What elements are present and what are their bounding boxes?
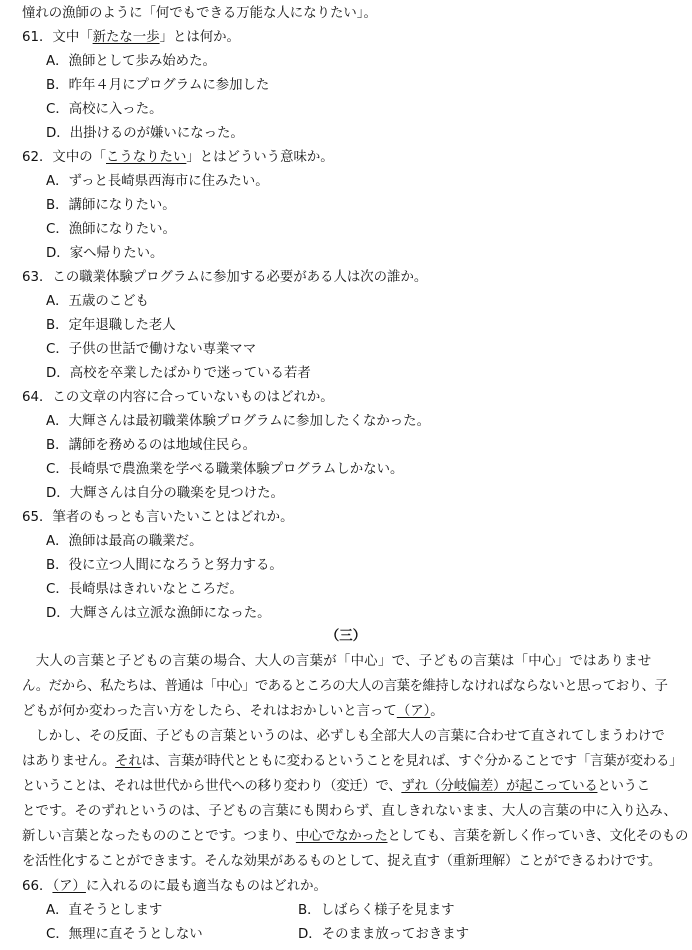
intro-line: 憧れの漁師のように「何でもできる万能な人になりたい」。: [22, 6, 377, 21]
q61-stem-post: 」とは何か。: [159, 30, 240, 45]
q65-option-b: B．役に立つ人間になろうと努力する。: [46, 558, 283, 573]
q64-option-b: B．講師を務めるのは地域住民ら。: [46, 438, 257, 453]
question-62-stem: [22, 146, 334, 170]
passage-p1-line3: [22, 700, 674, 725]
q66-option-a: A．直そうとします: [46, 903, 163, 918]
passage-p2-line2: [22, 750, 683, 775]
p1-line3-pre: どもが何か変わった言い方をしたら、それはおかしいと言って: [22, 704, 397, 719]
question-61-stem: [22, 26, 240, 50]
p2-line5-post: としても、言葉を新しく作っていき、文化そのもの: [387, 829, 689, 844]
q61-stem-pre: 61．文中「: [22, 30, 93, 45]
p2-line3-pre: ということは、それは世代から世代への移り変わり（変迁）で、: [22, 779, 402, 794]
question-65-stem: 65．筆者のもっとも言いたいことはどれか。: [22, 510, 294, 525]
q66-option-b: B．しばらく様子を見ます: [298, 903, 455, 918]
q65-option-c: C．長崎県はきれいなところだ。: [46, 582, 243, 597]
q62-option-a: A．ずっと長崎県西海市に住みたい。: [46, 174, 269, 189]
question-63-stem: 63．この職業体験プログラムに参加する必要がある人は次の誰か。: [22, 270, 428, 285]
q62-option-d: D．家へ帰りたい。: [46, 246, 164, 261]
q62-option-c: C．漁師になりたい。: [46, 222, 176, 237]
q62-option-b: B．講師になりたい。: [46, 198, 176, 213]
q63-option-c: C．子供の世話で働けない専業ママ: [46, 342, 257, 357]
q61-option-b: B．昨年４月にプログラムに参加した: [46, 78, 270, 93]
p2-line2-post: は、言葉が時代とともに変わるということを見れば、すぐ分かることです「言葉が変わる」: [141, 754, 683, 769]
q61-underlined-phrase: 新たな一歩: [92, 30, 160, 45]
q62-stem-post: 」とはどういう意味か。: [186, 150, 334, 165]
q61-option-c: C．高校に入った。: [46, 102, 163, 117]
passage-p2-line3: [22, 775, 674, 800]
passage-p1-line1: 大人の言葉と子どもの言葉の場合、大人の言葉が「中心」で、子どもの言葉は「中心」ではありませ: [22, 654, 652, 669]
q66-stem-post: に入れるのに最も適当なものはどれか。: [85, 879, 327, 894]
q63-option-a: A．五歳のこども: [46, 294, 149, 309]
q66-option-c: C．無理に直そうとしない: [46, 927, 203, 942]
underlined-sore: それ: [115, 754, 142, 769]
underlined-zure: ずれ（分岐偏差）が起こっている: [401, 779, 598, 794]
p2-line5-pre: 新しい言葉となったもののことです。つまり、: [22, 829, 296, 844]
passage-p2-line6: を活性化することができます。そんな効果があるものとして、捉え直す（重新理解）ことができるわけです。: [22, 854, 662, 869]
question-66-stem: [22, 875, 327, 899]
q65-option-a: A．漁師は最高の職業だ。: [46, 534, 203, 549]
p1-line3-post: 。: [430, 704, 444, 719]
passage-p1-line2: ん。だから、私たちは、普通は「中心」であるところの大人の言葉を維持しなければならないと思っており、子: [22, 679, 668, 694]
question-64-stem: 64．この文章の内容に合っていないものはどれか。: [22, 390, 334, 405]
q61-option-d: D．出掛けるのが嫌いになった。: [46, 126, 244, 141]
q64-option-d: D．大輝さんは自分の職楽を見つけた。: [46, 486, 284, 501]
p2-line3-post: というこ: [597, 779, 650, 794]
blank-a: （ア）: [396, 704, 431, 719]
passage-p2-line4: とです。そのずれというのは、子どもの言葉にも関わらず、直しきれないまま、大人の言葉の中に入り込み、: [22, 804, 677, 819]
p2-line2-pre: はありません。: [22, 754, 116, 769]
passage-p2-line5: [22, 825, 689, 850]
underlined-chushin: 中心でなかった: [295, 829, 388, 844]
q66-stem-pre: 66．: [22, 879, 53, 894]
passage-p2-line1: しかし、その反面、子どもの言葉というのは、必ずしも全部大人の言葉に合わせて直されてしまうわけで: [22, 729, 665, 744]
q64-option-c: C．長崎県で農漁業を学べる職業体験プログラムしかない。: [46, 462, 404, 477]
q63-option-b: B．定年退職した老人: [46, 318, 176, 333]
q64-option-a: A．大輝さんは最初職業体験プログラムに参加したくなかった。: [46, 414, 430, 429]
q66-option-d: D．そのまま放っておきます: [298, 927, 469, 942]
q65-option-d: D．大輝さんは立派な漁師になった。: [46, 606, 271, 621]
q63-option-d: D．高校を卒業したばかりで迷っている若者: [46, 366, 311, 381]
q66-blank-ref: （ア）: [52, 879, 86, 894]
section-heading: （三）: [325, 629, 367, 644]
q62-underlined-phrase: こうなりたい: [106, 150, 187, 165]
q62-stem-pre: 62．文中の「: [22, 150, 106, 165]
q61-option-a: A．漁師として歩み始めた。: [46, 54, 216, 69]
